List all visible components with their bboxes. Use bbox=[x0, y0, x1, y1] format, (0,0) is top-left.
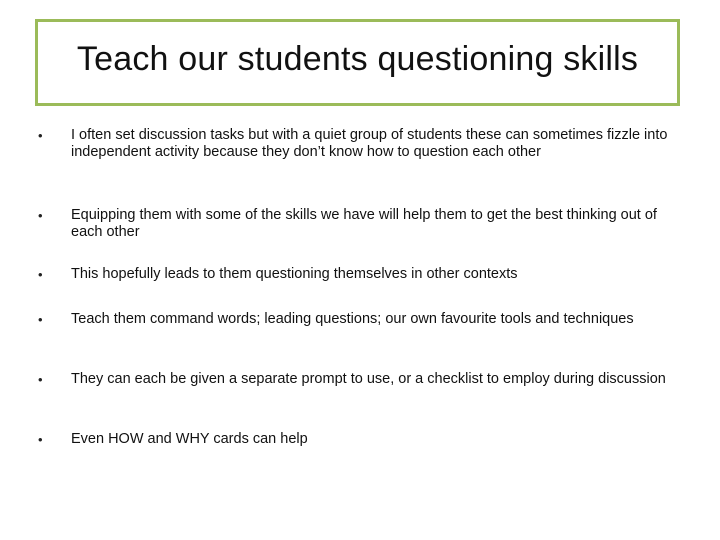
bullet-marker: • bbox=[38, 372, 43, 387]
bullet-text: Even HOW and WHY cards can help bbox=[71, 431, 308, 447]
bullet-marker: • bbox=[38, 432, 43, 447]
bullet-marker: • bbox=[38, 267, 43, 282]
bullet-marker: • bbox=[38, 312, 43, 327]
slide-title: Teach our students questioning skills bbox=[76, 40, 639, 78]
bullet-text: They can each be given a separate prompt to use, or a checklist to employ during discussion bbox=[71, 371, 666, 387]
bullet-text: Teach them command words; leading questions; our own favourite tools and techniques bbox=[71, 311, 634, 327]
bullet-marker: • bbox=[38, 128, 43, 143]
bullet-text: This hopefully leads to them questioning themselves in other contexts bbox=[71, 266, 518, 282]
bullet-text: I often set discussion tasks but with a quiet group of students these can sometimes fizzle into independent activity because they don’t know how to question each other bbox=[71, 127, 668, 160]
bullet-marker: • bbox=[38, 208, 43, 223]
bullet-text: Equipping them with some of the skills we have will help them to get the best thinking out of each other bbox=[71, 207, 657, 240]
